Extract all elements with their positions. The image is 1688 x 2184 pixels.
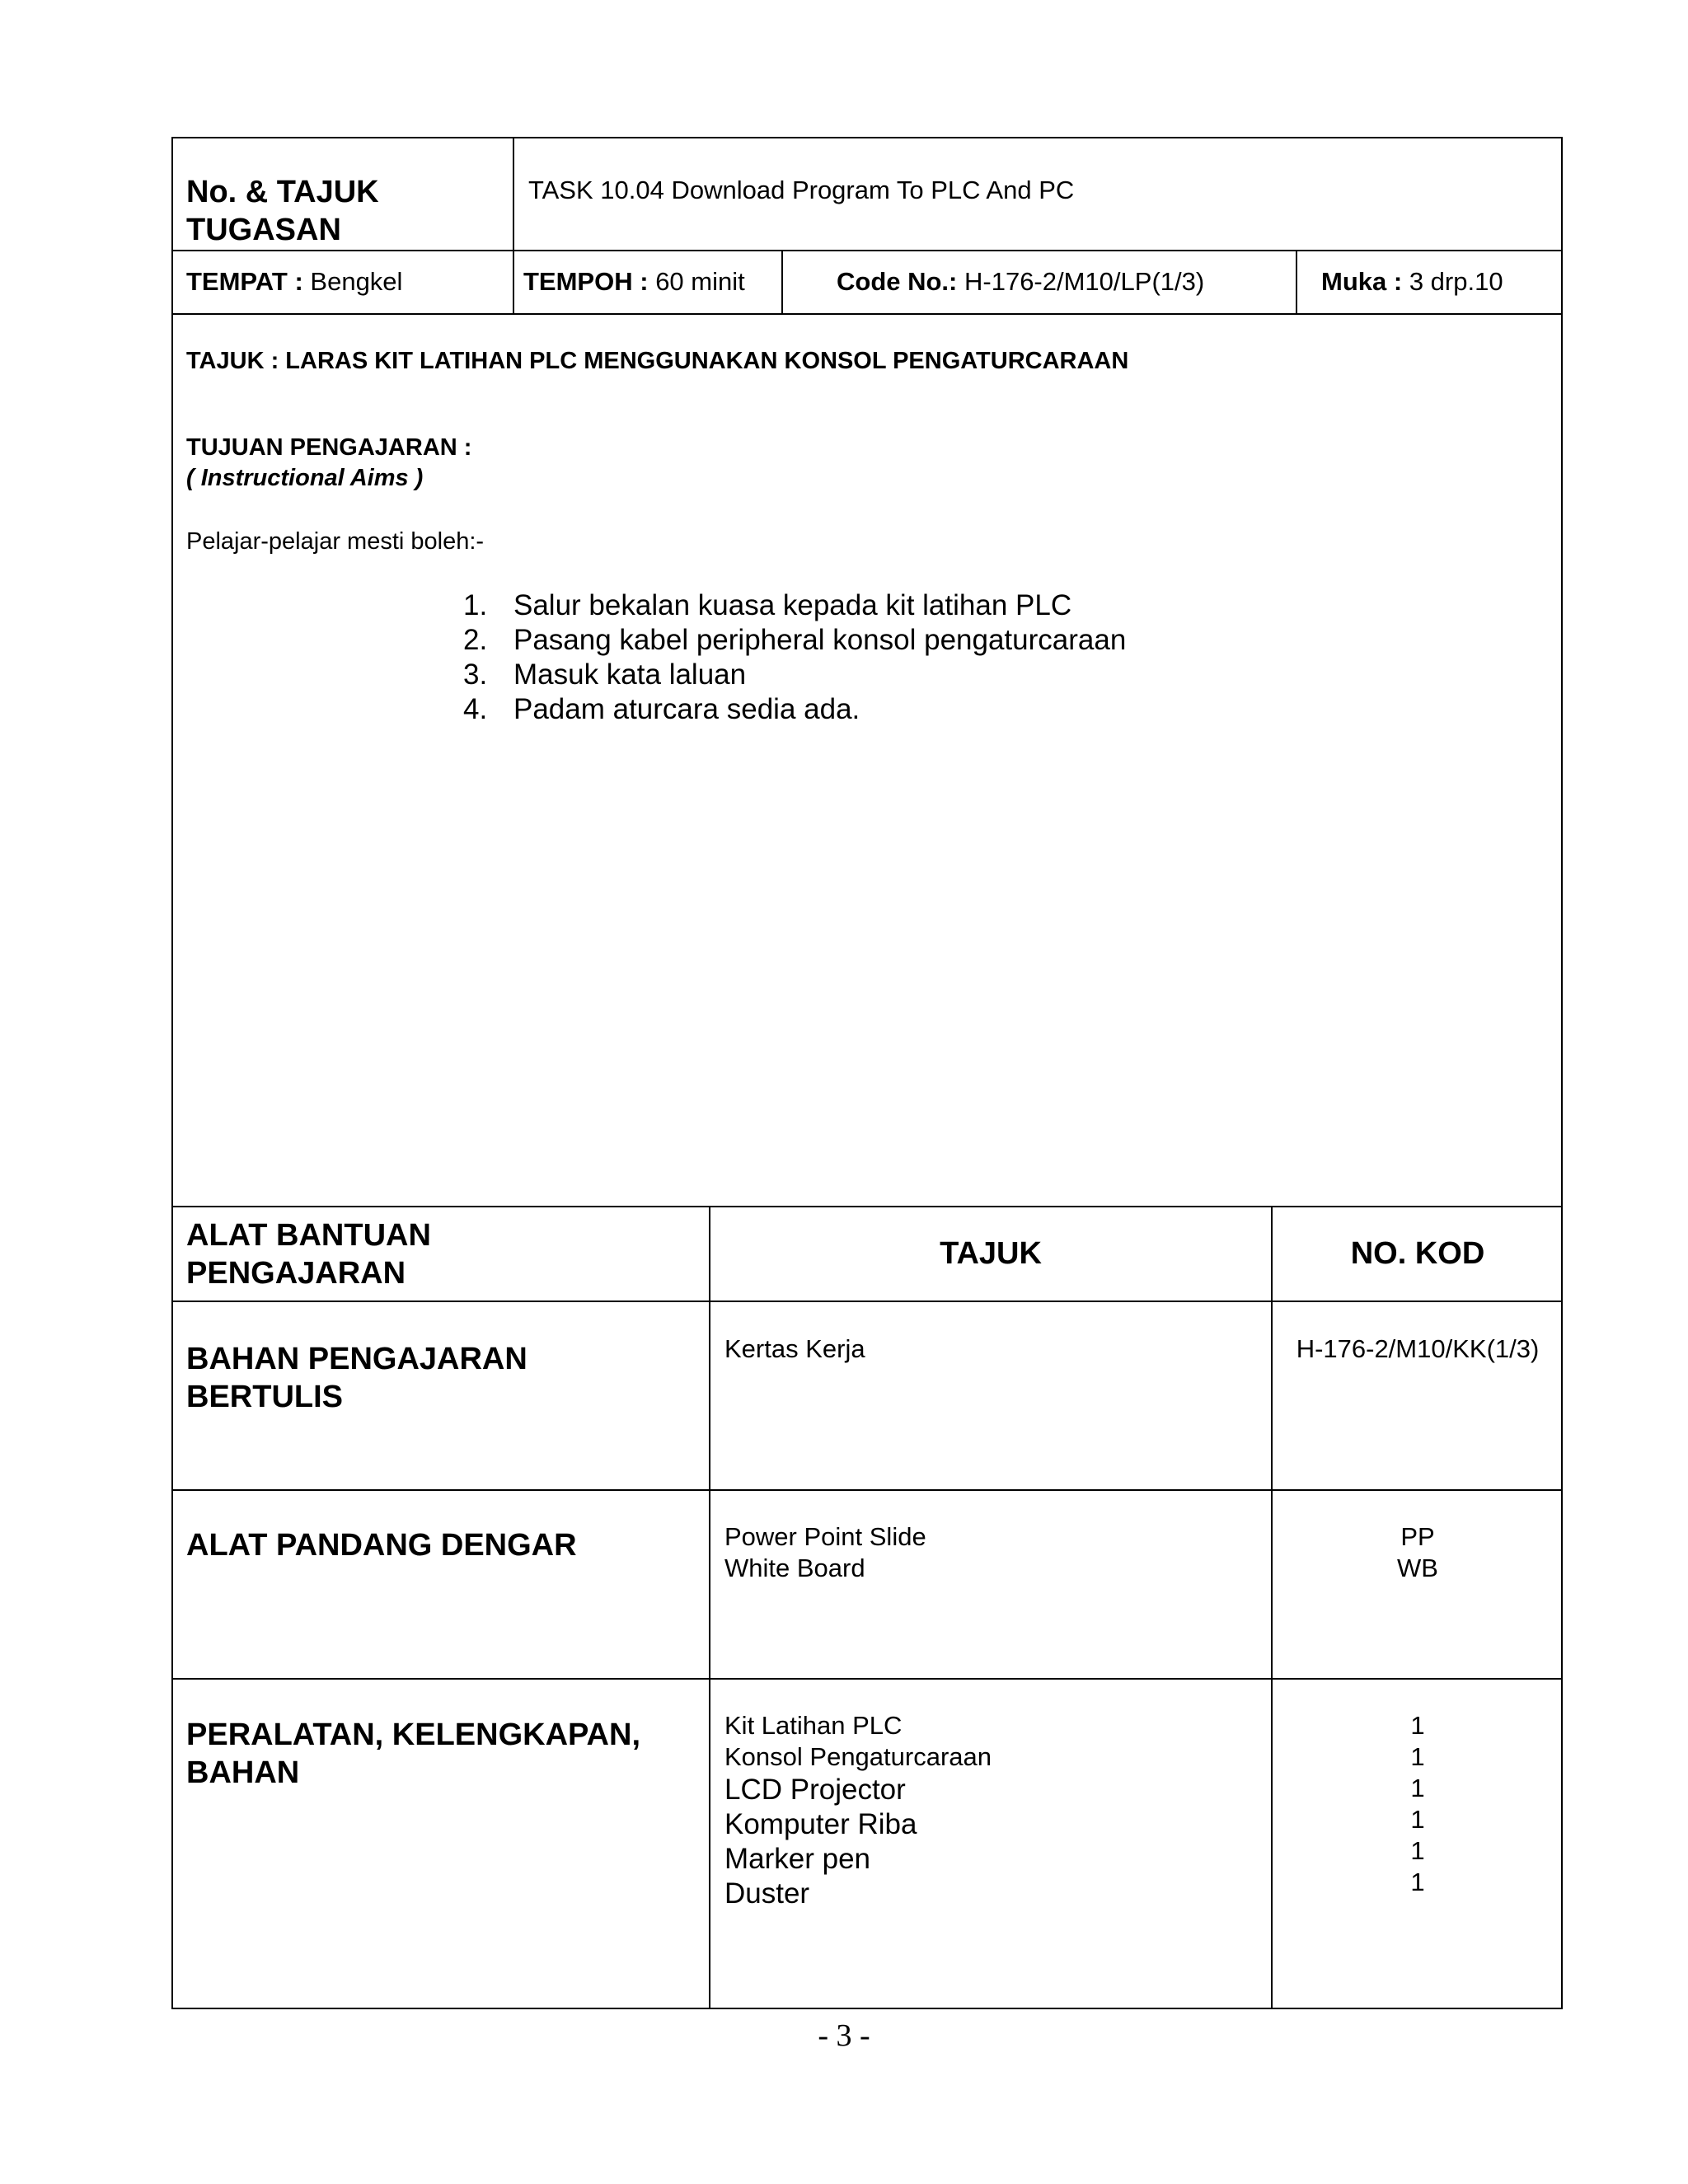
task-title: TASK 10.04 Download Program To PLC And PC <box>528 176 1075 204</box>
divider <box>171 250 1563 251</box>
list-item: Kit Latihan PLC <box>724 1711 903 1740</box>
row-label-line1: PERALATAN, KELENGKAPAN, <box>186 1718 640 1752</box>
code-value: H-176-2/M10/LP(1/3) <box>964 267 1205 296</box>
table-col2-header: TAJUK <box>940 1236 1042 1271</box>
table-row-items <box>724 1333 865 1365</box>
divider <box>171 1301 1563 1302</box>
table-row-items <box>724 1521 926 1584</box>
list-item-number: 4. <box>463 693 488 725</box>
code-label: Code No.: <box>837 267 958 296</box>
tempat-field <box>186 267 402 297</box>
list-item: Duster <box>724 1877 810 1910</box>
divider <box>171 1678 1563 1680</box>
task-label-line1: No. & TAJUK <box>186 175 379 209</box>
table-col1-header-line1: ALAT BANTUAN <box>186 1218 431 1253</box>
code-value: PP <box>1400 1522 1435 1551</box>
list-item: LCD Projector <box>724 1774 906 1806</box>
list-item: Kertas Kerja <box>724 1334 865 1363</box>
divider <box>171 1489 1563 1491</box>
divider <box>171 1206 1563 1207</box>
list-item-text: Padam aturcara sedia ada. <box>513 693 860 725</box>
table-row-label <box>186 1716 640 1792</box>
tajuk-heading: TAJUK : LARAS KIT LATIHAN PLC MENGGUNAKAN KONSOL PENGATURCARAAN <box>186 348 1129 374</box>
tempoh-label: TEMPOH : <box>523 267 649 296</box>
intro-text: Pelajar-pelajar mesti boleh:- <box>186 528 485 555</box>
divider <box>513 137 514 314</box>
list-item <box>463 623 1126 658</box>
code-field <box>837 267 1204 297</box>
table-col1-header <box>186 1216 431 1292</box>
row-label-line2: BAHAN <box>186 1755 300 1790</box>
list-item-number: 3. <box>463 658 488 691</box>
tempoh-field <box>523 267 745 297</box>
page-number: - 3 - <box>818 2018 870 2053</box>
divider <box>781 250 783 314</box>
task-label-line2: TUGASAN <box>186 213 341 247</box>
table-row-codes <box>1273 1333 1563 1365</box>
list-item: Konsol Pengaturcaraan <box>724 1742 992 1771</box>
list-item: Marker pen <box>724 1843 871 1875</box>
list-item <box>463 588 1126 623</box>
code-value: 1 <box>1410 1742 1425 1771</box>
table-row-items <box>724 1710 992 1911</box>
table-row-label <box>186 1526 577 1564</box>
list-item-number: 2. <box>463 624 488 656</box>
list-item: Power Point Slide <box>724 1522 926 1551</box>
tujuan-label: TUJUAN PENGAJARAN : <box>186 434 472 461</box>
tempoh-value: 60 minit <box>655 267 745 296</box>
muka-value: 3 drp.10 <box>1409 267 1503 296</box>
code-value: 1 <box>1410 1805 1425 1834</box>
table-col3-header: NO. KOD <box>1350 1236 1485 1271</box>
divider <box>171 313 1563 315</box>
row-label-line1: BAHAN PENGAJARAN <box>186 1342 528 1376</box>
code-value: 1 <box>1410 1711 1425 1740</box>
muka-field <box>1321 267 1503 297</box>
tujuan-subtitle: ( Instructional Aims ) <box>186 465 424 491</box>
divider <box>709 1206 710 2009</box>
row-label-line1: ALAT PANDANG DENGAR <box>186 1528 577 1563</box>
row-label-line2: BERTULIS <box>186 1380 343 1414</box>
aims-list <box>463 588 1126 727</box>
list-item-text: Salur bekalan kuasa kepada kit latihan PLC <box>513 589 1072 621</box>
table-row-label <box>186 1340 528 1416</box>
list-item: Komputer Riba <box>724 1808 917 1840</box>
table-row-codes <box>1273 1710 1563 1898</box>
code-value: 1 <box>1410 1836 1425 1865</box>
task-label <box>186 173 379 249</box>
code-value: 1 <box>1410 1868 1425 1896</box>
list-item <box>463 692 1126 727</box>
muka-label: Muka : <box>1321 267 1403 296</box>
tempat-value: Bengkel <box>310 267 403 296</box>
list-item <box>463 658 1126 692</box>
table-col1-header-line2: PENGAJARAN <box>186 1256 406 1291</box>
list-item: White Board <box>724 1554 865 1582</box>
list-item-text: Masuk kata laluan <box>513 658 747 691</box>
code-value: 1 <box>1410 1774 1425 1802</box>
code-value: WB <box>1397 1554 1438 1582</box>
table-row-codes <box>1273 1521 1563 1584</box>
list-item-number: 1. <box>463 589 488 621</box>
tempat-label: TEMPAT : <box>186 267 303 296</box>
code-value: H-176-2/M10/KK(1/3) <box>1296 1334 1540 1363</box>
divider <box>1296 250 1297 314</box>
list-item-text: Pasang kabel peripheral konsol pengaturcaraan <box>513 624 1127 656</box>
